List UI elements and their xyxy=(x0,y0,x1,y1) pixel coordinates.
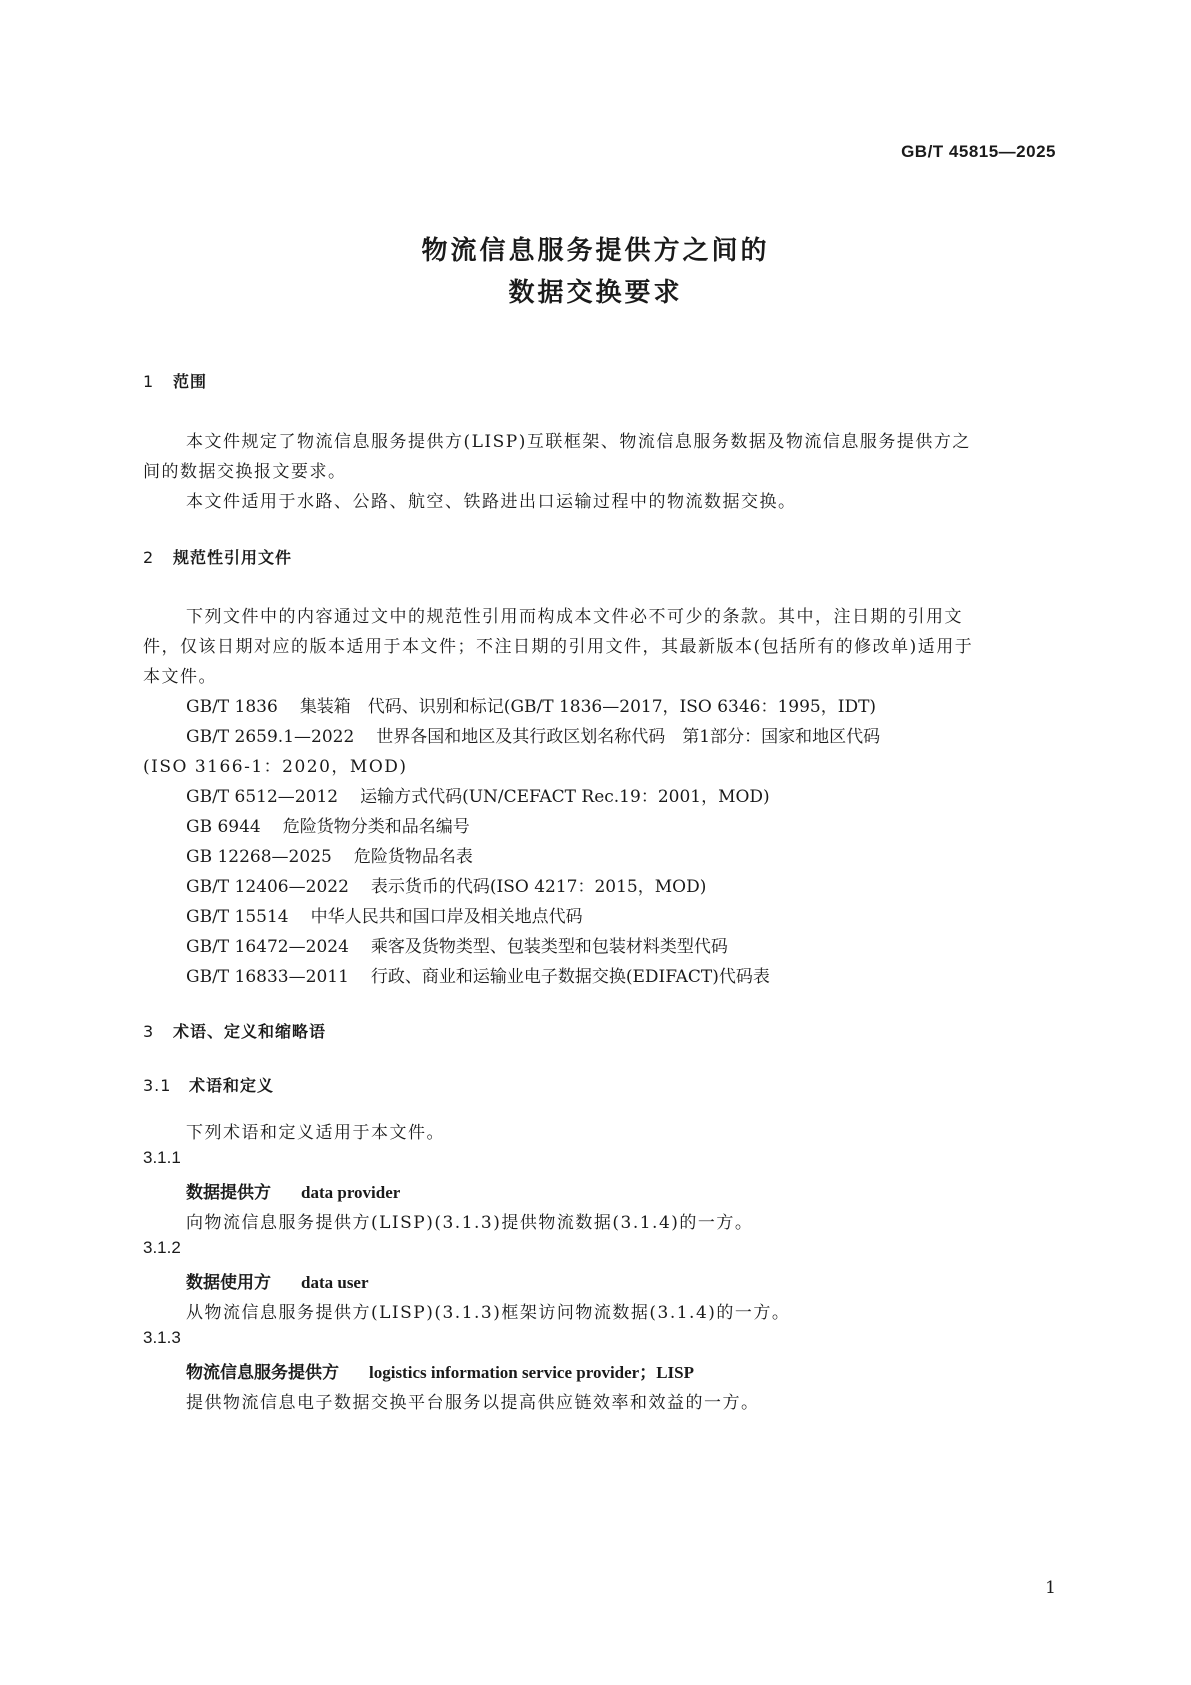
paragraph-line: 件，仅该日期对应的版本适用于本文件；不注日期的引用文件，其最新版本(包括所有的修改单)适用于 xyxy=(143,637,974,657)
reference-item xyxy=(186,872,706,897)
reference-code: GB/T 6512—2012 xyxy=(186,787,339,807)
paragraph-line: 下列术语和定义适用于本文件。 xyxy=(186,1123,445,1143)
reference-item xyxy=(186,812,470,837)
term-english: logistics information service provider；LISP xyxy=(369,1363,695,1382)
section-number: 2 xyxy=(143,548,155,567)
reference-item xyxy=(186,932,728,957)
reference-code: GB/T 1836 xyxy=(186,697,278,717)
page-number: 1 xyxy=(1045,1578,1056,1598)
reference-title: 乘客及货物类型、包装类型和包装材料类型代码 xyxy=(370,937,728,957)
reference-code: GB 6944 xyxy=(186,817,261,837)
section-title: 规范性引用文件 xyxy=(173,548,293,567)
reference-code: GB/T 2659.1—2022 xyxy=(186,727,355,747)
term-definition: 提供物流信息电子数据交换平台服务以提高供应链效率和效益的一方。 xyxy=(186,1393,760,1413)
reference-code: GB/T 15514 xyxy=(186,907,289,927)
reference-title: 运输方式代码(UN/CEFACT Rec.19：2001，MOD) xyxy=(360,787,770,807)
subsection-title: 术语和定义 xyxy=(189,1076,275,1095)
term-chinese: 数据提供方 xyxy=(186,1183,271,1203)
reference-item xyxy=(186,722,880,747)
reference-continuation: (ISO 3166-1：2020，MOD) xyxy=(143,757,408,777)
section-2-heading xyxy=(143,545,292,568)
section-number: 1 xyxy=(143,372,155,391)
term-heading xyxy=(186,1178,400,1203)
term-chinese: 数据使用方 xyxy=(186,1273,271,1293)
reference-item xyxy=(186,902,583,927)
term-definition: 从物流信息服务提供方(LISP)(3.1.3)框架访问物流数据(3.1.4)的一方。 xyxy=(186,1303,791,1323)
paragraph-line: 本文件规定了物流信息服务提供方(LISP)互联框架、物流信息服务数据及物流信息服务提供方之 xyxy=(186,432,971,452)
term-number: 3.1.3 xyxy=(143,1328,181,1347)
term-number: 3.1.2 xyxy=(143,1238,181,1257)
reference-title: 中华人民共和国口岸及相关地点代码 xyxy=(310,907,583,927)
reference-item xyxy=(186,782,770,807)
reference-code: GB/T 16833—2011 xyxy=(186,967,349,987)
document-title-line1: 物流信息服务提供方之间的 xyxy=(421,236,770,266)
section-1-heading xyxy=(143,369,207,392)
reference-title: 危险货物品名表 xyxy=(353,847,473,867)
document-title-line2: 数据交换要求 xyxy=(508,278,683,308)
subsection-3-1-heading xyxy=(143,1073,274,1096)
reference-code: GB/T 12406—2022 xyxy=(186,877,349,897)
standard-code: GB/T 45815—2025 xyxy=(901,142,1056,161)
paragraph-line: 本文件适用于水路、公路、航空、铁路进出口运输过程中的物流数据交换。 xyxy=(186,492,797,512)
term-definition: 向物流信息服务提供方(LISP)(3.1.3)提供物流数据(3.1.4)的一方。 xyxy=(186,1213,754,1233)
paragraph-line: 下列文件中的内容通过文中的规范性引用而构成本文件必不可少的条款。其中，注日期的引用文 xyxy=(186,607,963,627)
paragraph-line: 间的数据交换报文要求。 xyxy=(143,462,347,482)
section-number: 3 xyxy=(143,1022,155,1041)
paragraph-line: 本文件。 xyxy=(143,667,217,687)
term-number: 3.1.1 xyxy=(143,1148,181,1167)
reference-title: 危险货物分类和品名编号 xyxy=(282,817,470,837)
reference-title: 世界各国和地区及其行政区划名称代码 第1部分：国家和地区代码 xyxy=(376,727,881,747)
section-3-heading xyxy=(143,1019,326,1042)
term-english: data provider xyxy=(301,1183,401,1202)
term-heading xyxy=(186,1358,694,1383)
term-chinese: 物流信息服务提供方 xyxy=(186,1363,339,1383)
reference-title: 集装箱 代码、识别和标记(GB/T 1836—2017，ISO 6346：1995，IDT) xyxy=(299,697,877,717)
term-heading xyxy=(186,1268,369,1293)
reference-item xyxy=(186,692,876,717)
reference-item xyxy=(186,962,770,987)
reference-title: 行政、商业和运输业电子数据交换(EDIFACT)代码表 xyxy=(370,967,770,987)
term-english: data user xyxy=(301,1273,369,1292)
reference-code: GB 12268—2025 xyxy=(186,847,332,867)
section-title: 术语、定义和缩略语 xyxy=(173,1022,327,1041)
section-title: 范围 xyxy=(173,372,208,391)
reference-code: GB/T 16472—2024 xyxy=(186,937,349,957)
reference-title: 表示货币的代码(ISO 4217：2015，MOD) xyxy=(370,877,707,897)
reference-item xyxy=(186,842,473,867)
subsection-number: 3.1 xyxy=(143,1076,172,1095)
